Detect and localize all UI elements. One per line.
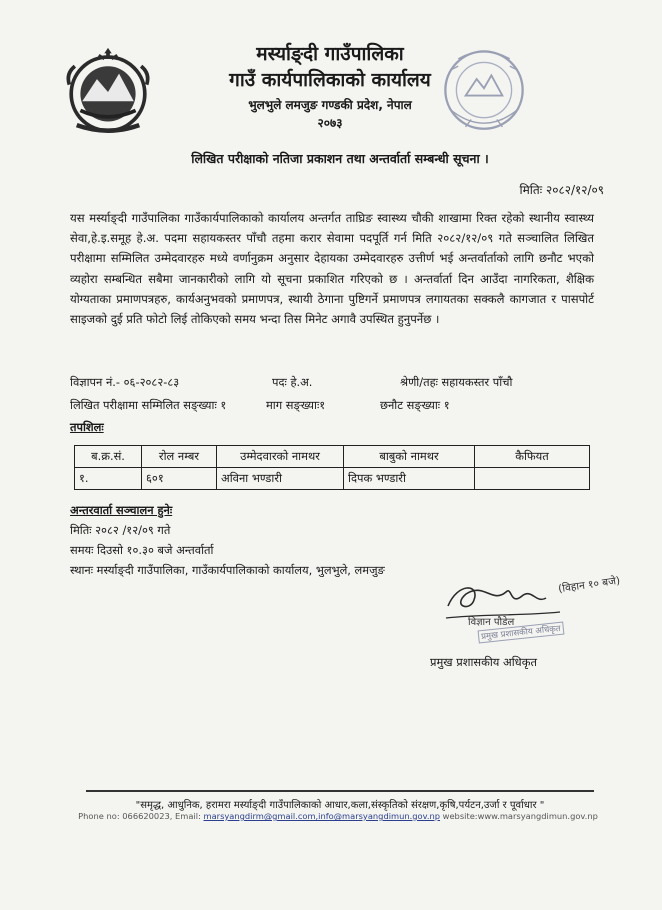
nepal-emblem-icon <box>62 46 154 138</box>
footer-website: website:www.marsyangdimun.gov.np <box>440 811 598 821</box>
officer-title: प्रमुख प्रशासकीय अधिकृत <box>430 655 537 669</box>
signature-note: (विहान १० बजे) <box>557 574 621 596</box>
cell-father: दिपक भण्डारी <box>344 468 475 490</box>
details-label: तपशिलः <box>70 420 104 434</box>
cell-candidate: अविना भण्डारी <box>217 468 344 490</box>
interview-date: मितिः २०८२ /१२/०९ गते <box>70 523 171 537</box>
signatory-stamp-name: विज्ञान पौडेल <box>468 617 515 628</box>
selected-count: छनौट सङ्ख्याः १ <box>380 398 450 412</box>
cell-remarks <box>475 468 590 490</box>
office-address: भुलभुले लमजुङ गण्डकी प्रदेश, नेपाल <box>248 98 412 112</box>
org-name: मर्स्याङ्दी गाउँपालिका <box>256 43 404 65</box>
interview-time: समयः दिउसो १०.३० बजे अन्तर्वार्ता <box>70 543 214 557</box>
signatory-stamp-title: प्रमुख प्रशासकीय अधिकृत <box>478 622 565 644</box>
notice-body: यस मर्स्याङ्दी गाउँपालिका गाउँकार्यपालिकाको कार्यालय अन्तर्गत ताघ्रिङ स्वास्थ्य चौकी शाखामा रिक्त रहेको स्थानीय स्वास्थ्य सेवा,हे.इ.समूह हे.अ. पदमा सहायकस्तर पाँचौ तहमा करार सेवामा पदपूर्ति गर्न मिति २०८२/१२/०९ गते सञ्चालित लिखित परीक्षामा सम्मिलित उम्मेदवारहरु मध्ये वर्णानुक्रम अनुसार देहायका उम्मेदवारहरु उत्तीर्ण भई अन्तर्वार्ताको लागि छनौट भएको व्यहोरा सम्बन्धित सबैमा जानकारीको लागि यो सूचना प्रकाशित गरिएको छ । अन्तर्वार्ता दिन आउँदा नागरिकता, शैक्षिक योग्यताका प्रमाणपत्रहरु, कार्यअनुभवको प्रमाणपत्र, स्थायी ठेगाना पुष्टिगर्ने प्रमाणपत्र लगायतका सक्कलै कागजात र पासपोर्ट साइजको दुई प्रति फोटो लिई तोकिएको समय भन्दा तिस मिनेट अगावै उपस्थित हुनुपर्नेछ । <box>70 211 594 327</box>
cell-serial: १. <box>75 468 142 490</box>
established-year: २०७३ <box>317 116 343 130</box>
col-father: बाबुको नामथर <box>344 446 475 468</box>
office-name: गाउँ कार्यपालिकाको कार्यालय <box>229 69 431 91</box>
col-roll: रोल नम्बर <box>142 446 217 468</box>
notice-date: मितिः २०८२/१२/०९ <box>519 183 604 197</box>
ad-number: विज्ञापन नं.- ०६-२०८२-८३ <box>70 375 180 389</box>
table-row <box>75 468 590 490</box>
col-serial: ब.क्र.सं. <box>75 446 142 468</box>
footer-email-link[interactable]: marsyangdirm@gmail.com,info@marsyangdimun.gov.np <box>203 811 441 821</box>
examinee-count: लिखित परीक्षामा सम्मिलित सङ्ख्याः १ <box>70 398 227 412</box>
interview-label: अन्तरवार्ता सञ्चालन हुनेः <box>70 503 173 517</box>
footer-phone: Phone no: 066620023, Email: <box>78 811 204 821</box>
notice-subject: लिखित परीक्षाको नतिजा प्रकाशन तथा अन्तर्वार्ता सम्बन्धी सूचना । <box>191 151 489 166</box>
post-level: श्रेणी/तहः सहायकस्तर पाँचौ <box>400 375 513 389</box>
table-header-row <box>75 446 590 468</box>
demand-count: माग सङ्ख्याः१ <box>266 398 326 412</box>
footer-contact <box>58 811 618 821</box>
footer-slogan: "समृद्ध, आधुनिक, हरामरा मर्स्याङ्दी गाउँपालिकाको आधार,कला,संस्कृतिको संरक्षण,कृषि,पर्यटन,उर्जा र पूर्वाधार " <box>135 800 545 811</box>
post-name: पदः हे.अ. <box>272 375 313 389</box>
footer-divider <box>86 790 594 792</box>
signature-block <box>440 574 621 643</box>
col-candidate: उम्मेदवारको नामथर <box>217 446 344 468</box>
cell-roll: ६०१ <box>142 468 217 490</box>
interview-venue: स्थानः मर्स्याङ्दी गाउँपालिका, गाउँकार्यपालिकाको कार्यालय, भुलभुले, लमजुङ <box>70 563 385 577</box>
col-remarks: कैफियत <box>475 446 590 468</box>
result-table <box>74 445 590 490</box>
